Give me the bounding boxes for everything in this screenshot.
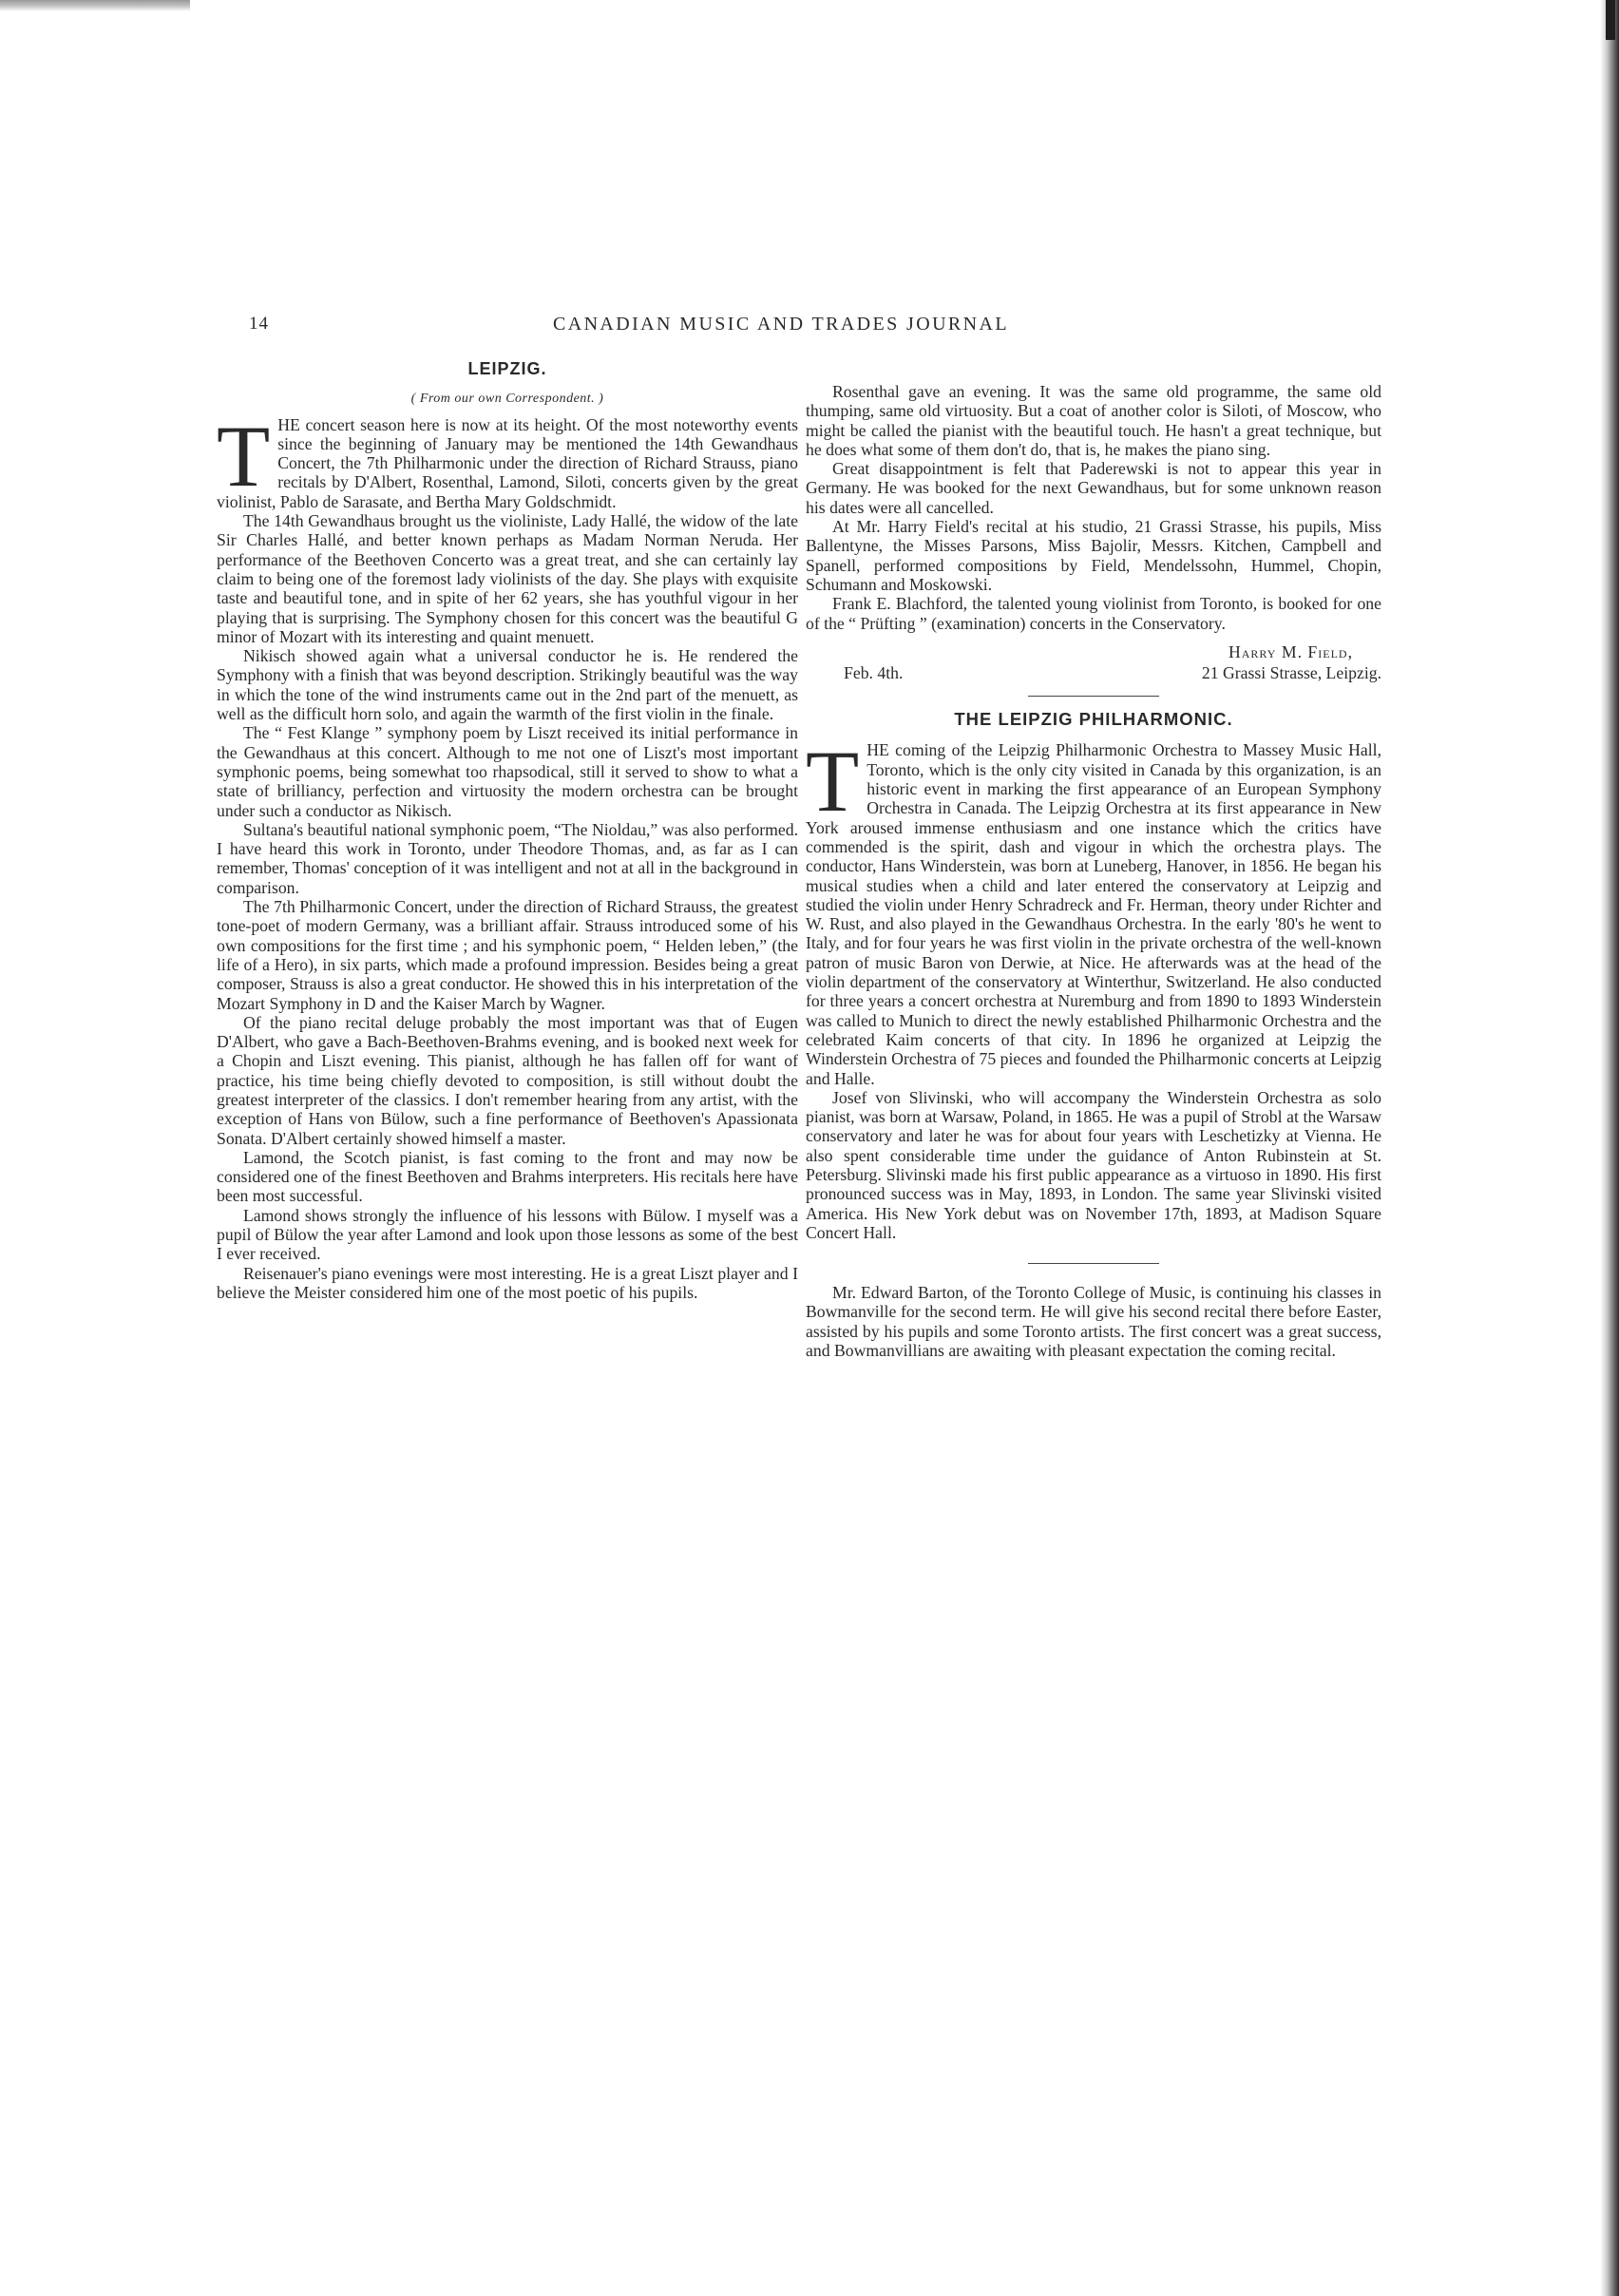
leipzig-paragraph-2: The 14th Gewandhaus brought us the violiniste, Lady Hallé, the widow of the late Sir Charles Hallé, and better known perhaps as Madam Norman Neruda. Her performance of the Beethoven Concerto was a great treat, and she can certainly lay claim to being one of the foremost lady violinists of the day. She plays with exquisite taste and beautiful tone, and in spite of her 62 years, she has youthful vigour in her playing that is surprising. The Symphony chosen for this concert was the beautiful G minor of Mozart with its interesting and quaint menuett. — [217, 511, 798, 646]
page-binding-clip — [1606, 0, 1615, 40]
leipzig-continued-4: Frank E. Blachford, the talented young violinist from Toronto, is booked for one of the “ Prüfting ” (examination) concerts in the Conservatory. — [806, 594, 1381, 633]
leipzig-paragraph-4: The “ Fest Klange ” symphony poem by Liszt received its initial performance in the Gewandhaus at this concert. Although to me not one of Liszt's most important symphonic poems, being somewhat too rhapsodical, still it served to show to what a state of brilliancy, perfection and virtuosity the modern orchestra can be brought under such a conductor as Nikisch. — [217, 723, 798, 820]
leipzig-continued-1: Rosenthal gave an evening. It was the same old programme, the same old thumping, same old virtuosity. But a coat of another color is Siloti, of Moscow, who might be called the pianist with the beautiful touch. He hasn't a great technique, but he does what some of them don't do, that is, he makes the piano sing. — [806, 382, 1381, 459]
running-head: CANADIAN MUSIC AND TRADES JOURNAL — [553, 314, 1009, 335]
correspondent-signature: Harry M. Field, — [1228, 641, 1353, 661]
leipzig-paragraph-3: Nikisch showed again what a universal conductor he is. He rendered the Symphony with a finish that was beyond description. Strikingly beautiful was the way in which the tone of the wind instruments came out in the 2nd part of the menuett, as well as the difficult horn solo, and again the warmth of the first violin in the finale. — [217, 646, 798, 724]
dateline: Feb. 4th. — [844, 663, 904, 683]
leipzig-continued-3: At Mr. Harry Field's recital at his studio, 21 Grassi Strasse, his pupils, Miss Ballentyne, the Misses Parsons, Miss Bajolir, Messrs. Kitchen, Campbell and Spanell, performed compositions by Field, Mendelssohn, Hummel, Chopin, Schumann and Moskowski. — [806, 517, 1381, 594]
leipzig-paragraph-7: Of the piano recital deluge probably the most important was that of Eugen D'Albert, who gave a Bach-Beethoven-Brahms evening, and is booked next week for a Chopin and Liszt evening. This pianist, although he has fallen off for want of practice, his time being chiefly devoted to composition, is still without doubt the greatest interpreter of the classics. I don't remember hearing from any artist, with the exception of Hans von Bülow, such a fine performance of Beethoven's Apassionata Sonata. D'Albert certainly showed himself a master. — [217, 1012, 798, 1148]
drop-cap: T — [217, 407, 271, 505]
right-column — [806, 359, 1381, 1360]
section-divider — [1028, 696, 1159, 697]
leipzig-paragraph-9: Lamond shows strongly the influence of his lessons with Bülow. I myself was a pupil of Bülow the year after Lamond and look upon those lessons as some of the best I ever received. — [217, 1205, 798, 1264]
article-title-philharmonic: THE LEIPZIG PHILHARMONIC. — [954, 709, 1233, 730]
leipzig-paragraph-6: The 7th Philharmonic Concert, under the direction of Richard Strauss, the greatest tone-poet of modern Germany, was a brilliant affair. Strauss introduced some of his own compositions for the first time ; and his symphonic poem, “ Helden leben,” (the life of a Hero), in six parts, which made a profound impression. Besides being a great composer, Strauss is also a great conductor. He showed this in his interpretation of the Mozart Symphony in D and the Kaiser March by Wagner. — [217, 897, 798, 1013]
page-header — [249, 314, 1389, 338]
section-divider — [1028, 1263, 1159, 1264]
leipzig-paragraph-1 — [217, 407, 798, 511]
leipzig-paragraph-8: Lamond, the Scotch pianist, is fast coming to the front and may now be considered one of the finest Beethoven and Brahms interpreters. His recitals here have been most successful. — [217, 1147, 798, 1206]
page-number: 14 — [249, 314, 269, 334]
left-column — [217, 359, 798, 1302]
philharmonic-paragraph-1 — [806, 733, 1381, 1088]
signoff-line — [806, 663, 1381, 686]
article-title-leipzig: LEIPZIG. — [467, 359, 547, 378]
leipzig-continued-2: Great disappointment is felt that Paderewski is not to appear this year in Germany. He was booked for the next Gewandhaus, but for some unknown reason his dates were all cancelled. — [806, 459, 1381, 517]
leipzig-paragraph-10: Reisenauer's piano evenings were most interesting. He is a great Liszt player and I believe the Meister considered him one of the most poetic of his pupils. — [217, 1263, 798, 1302]
byline: ( From our own Correspondent. ) — [410, 392, 604, 407]
scan-edge-smudge — [0, 0, 190, 11]
philharmonic-paragraph-2: Josef von Slivinski, who will accompany the Winderstein Orchestra as solo pianist, was born at Warsaw, Poland, in 1865. He was a pupil of Strobl at the Warsaw conservatory and later he was for about four years with Leschetizky at Vienna. He also spent considerable time under the guidance of Anton Rubinstein at St. Petersburg. Slivinski made his first public appearance as a virtuoso in 1890. His first pronounced success was in May, 1893, in London. The same year Slivinski visited America. His New York debut was on November 17th, 1893, at Madison Square Concert Hall. — [806, 1087, 1381, 1242]
paragraph-text: HE concert season here is now at its height. Of the most noteworthy events since the beginning of January may be mentioned the 14th Gewandhaus Concert, the 7th Philharmonic under the direction of Richard Strauss, piano recitals by D'Albert, Rosenthal, Lamond, Siloti, concerts given by the great violinist, Pablo de Sarasate, and Bertha Mary Goldschmidt. — [217, 414, 798, 511]
page-binding-edge — [1600, 0, 1619, 2296]
leipzig-paragraph-5: Sultana's beautiful national symphonic poem, “The Nioldau,” was also performed. I have heard this work in Toronto, under Theodore Thomas, and, as far as I can remember, Thomas' conception of it was intelligent and not at all in the background in comparison. — [217, 819, 798, 897]
barton-note: Mr. Edward Barton, of the Toronto College of Music, is continuing his classes in Bowmanville for the second term. He will give his second recital there before Easter, assisted by his pupils and some Toronto artists. The first concert was a great success, and Bowmanvillians are awaiting with pleasant expectation the coming recital. — [806, 1283, 1381, 1361]
drop-cap: T — [806, 733, 860, 831]
address: 21 Grassi Strasse, Leipzig. — [1201, 663, 1381, 683]
paragraph-text: HE coming of the Leipzig Philharmonic Orchestra to Massey Music Hall, Toronto, which is the only city visited in Canada by this organization, is an historic event in marking the first appearance of an European Symphony Orchestra in Canada. The Leipzig Orchestra at its first appearance in New York aroused immense enthusiasm and one instance which the critics have commended is the spirit, dash and vigour in which the orchestra plays. The conductor, Hans Winderstein, was born at Luneberg, Hanover, in 1856. He began his musical studies when a child and later entered the conservatory at Leipzig and studied the violin under Henry Schradreck and Fr. Herman, theory under Richter and W. Rust, and also played in the Gewandhaus Orchestra. In the early '80's he went to Italy, and for four years he was first violin in the private orchestra of the well-known patron of music Baron von Derwie, at Nice. He afterwards was at the head of the violin department of the conservatory at Winterthur, Switzerland. He also conducted for three years a concert orchestra at Nuremburg and from 1890 to 1893 Winderstein was called to Munich to direct the newly established Philharmonic Orchestra and the celebrated Kaim concerts of that city. In 1896 he organized at Leipzig the Winderstein Orchestra of 75 pieces and founded the Philharmonic concerts at Leipzig and Halle. — [806, 740, 1381, 1088]
